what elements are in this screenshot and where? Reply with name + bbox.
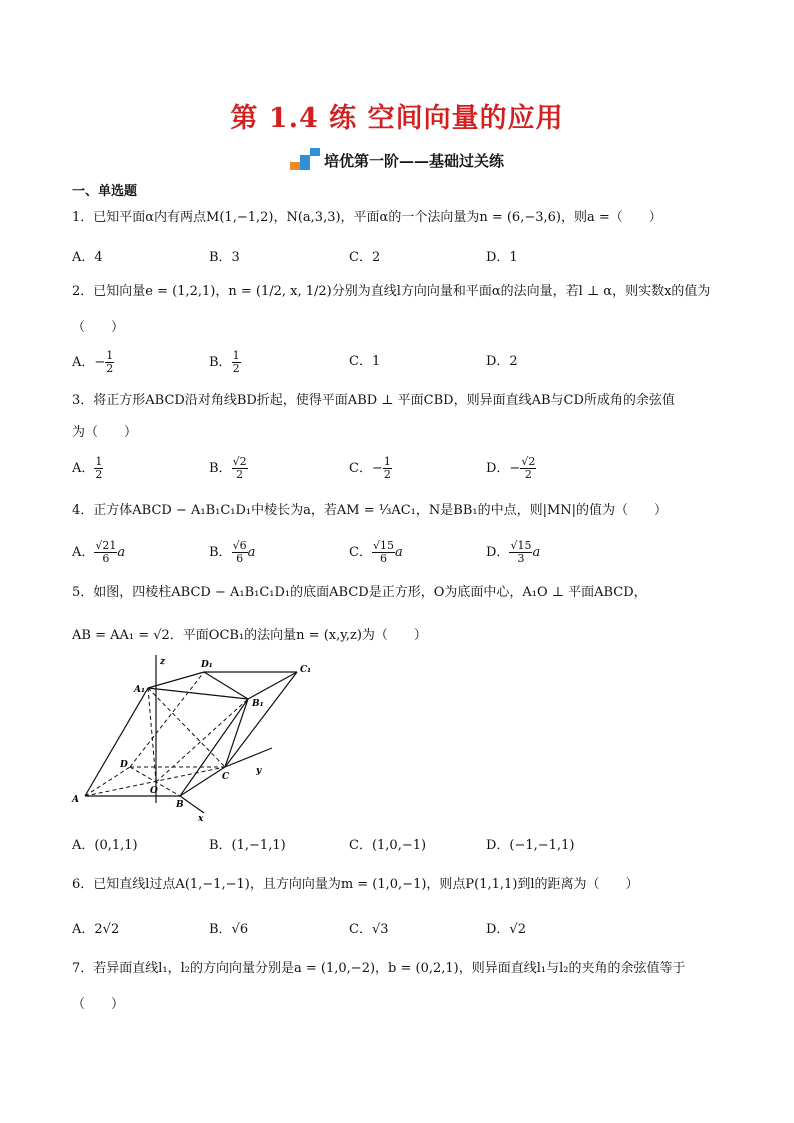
label-b1: B₁ (252, 699, 264, 709)
option-b[interactable]: B． $\frac{1}{2}$ (209, 349, 240, 375)
label-o: O (150, 786, 158, 796)
option-a[interactable]: A．2√2 (72, 922, 120, 937)
option-c[interactable]: C． $\frac{√15}{6}$ a (349, 539, 403, 565)
question-4-stem: 4．正方体ABCD − A₁B₁C₁D₁中棱长为a，若AM = ⅓AC₁，N是BB₁的中点，则|MN|的值为（ ） (72, 503, 668, 518)
prism-figure (68, 655, 312, 825)
page-subtitle (0, 148, 794, 171)
question-1-stem: 1．已知平面α内有两点M(1,−1,2)，N(a,3,3)，平面α的一个法向量为n = (6,−3,6)，则a =（ ） (72, 210, 662, 225)
label-c1: C₁ (300, 665, 312, 675)
question-3-stem-cont: 为（ ） (72, 425, 138, 440)
option-b[interactable]: B．3 (209, 250, 240, 265)
question-3-stem: 3．将正方形ABCD沿对角线BD折起，使得平面ABD ⊥ 平面CBD，则异面直线AB与CD所成角的余弦值 (72, 393, 675, 408)
question-5-options (72, 834, 732, 858)
option-c[interactable]: C．2 (349, 250, 381, 265)
question-2-stem: 2．已知向量e = (1,2,1)，n = (1/2, x, 1/2)分别为直线l方向向量和平面α的法向量，若l ⊥ α，则实数x的值为 (72, 284, 711, 299)
question-6-options (72, 918, 732, 942)
option-a[interactable]: A． $\frac{1}{2}$ (72, 455, 103, 481)
option-c[interactable]: C．1 (349, 354, 381, 369)
option-c[interactable]: C．√3 (349, 922, 389, 937)
question-1-options (72, 246, 732, 270)
option-d[interactable]: D．− $\frac{√2}{2}$ (486, 455, 536, 481)
option-a[interactable]: A． $\frac{√21}{6}$ a (72, 539, 126, 565)
option-c[interactable]: C．(1,0,−1) (349, 838, 427, 853)
page-title: 第 1.4 练 空间向量的应用 (230, 103, 564, 134)
prism-solid-edges (85, 655, 297, 813)
label-y: y (256, 766, 262, 776)
question-4-options (72, 540, 732, 564)
option-d[interactable]: D．2 (486, 354, 518, 369)
question-3-options (72, 456, 732, 480)
label-d1: D₁ (201, 660, 213, 670)
option-a[interactable]: A．4 (72, 250, 103, 265)
option-c[interactable]: C．− $\frac{1}{2}$ (349, 455, 391, 481)
label-z: z (160, 657, 166, 667)
question-7-stem: 7．若异面直线l₁，l₂的方向向量分别是a = (1,0,−2)，b = (0,2,1)，则异面直线l₁与l₂的夹角的余弦值等于 (72, 961, 686, 976)
option-d[interactable]: D．(−1,−1,1) (486, 838, 575, 853)
question-2-options (72, 350, 732, 374)
section-heading: 一、单选题 (72, 184, 138, 199)
question-5-stem: 5．如图，四棱柱ABCD − A₁B₁C₁D₁的底面ABCD是正方形，O为底面中心，A₁O ⊥ 平面ABCD， (72, 585, 647, 600)
option-b[interactable]: B． $\frac{√2}{2}$ (209, 455, 247, 481)
steps-logo-icon (290, 148, 320, 170)
option-d[interactable]: D．1 (486, 250, 518, 265)
option-b[interactable]: B．(1,−1,1) (209, 838, 286, 853)
subtitle-text: 培优第一阶——基础过关练 (323, 152, 504, 170)
question-2-stem-cont: （ ） (72, 320, 125, 335)
label-a: A (72, 795, 79, 805)
question-6-stem: 6．已知直线l过点A(1,−1,−1)，且方向向量为m = (1,0,−1)，则点P(1,1,1)到l的距离为（ ） (72, 877, 639, 892)
question-5-stem-cont: AB = AA₁ = √2．平面OCB₁的法向量n = (x,y,z)为（ ） (72, 628, 427, 643)
option-a[interactable]: A．(0,1,1) (72, 838, 138, 853)
label-a1: A₁ (134, 685, 145, 695)
option-b[interactable]: B． $\frac{√6}{6}$ a (209, 539, 256, 565)
option-b[interactable]: B．√6 (209, 922, 249, 937)
label-x: x (198, 814, 204, 824)
label-c: C (222, 772, 230, 782)
option-d[interactable]: D．√2 (486, 922, 526, 937)
label-d: D (120, 760, 128, 770)
question-7-stem-cont: （ ） (72, 997, 125, 1012)
label-b: B (176, 800, 184, 810)
option-a[interactable]: A．− $\frac{1}{2}$ (72, 349, 114, 375)
option-d[interactable]: D． $\frac{√15}{3}$ a (486, 539, 541, 565)
